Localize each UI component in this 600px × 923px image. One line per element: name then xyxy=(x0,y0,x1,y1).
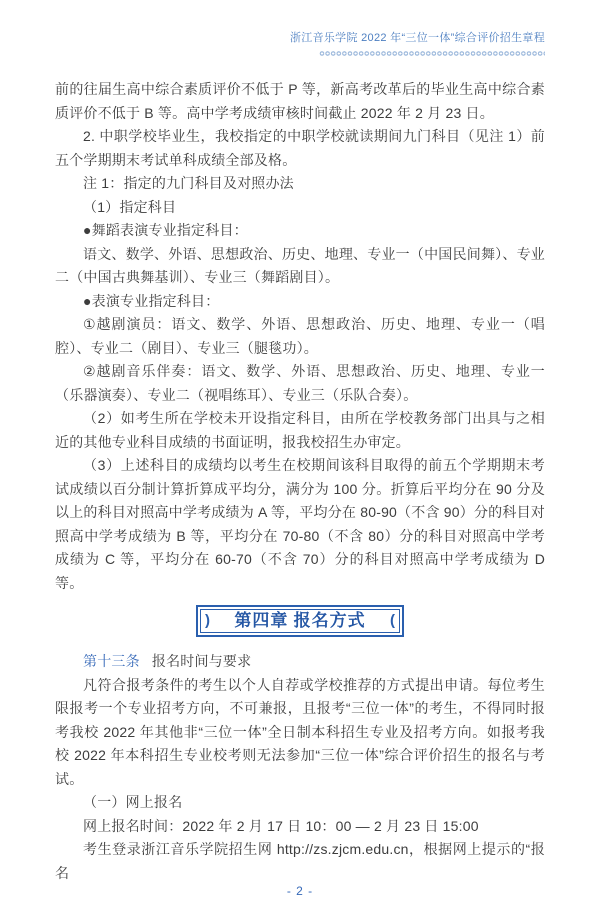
document-body xyxy=(55,78,545,885)
doc-paragraph-registration-time: 网上报名时间：2022 年 2 月 17 日 10：00 — 2 月 23 日 15:00 xyxy=(83,817,479,834)
doc-paragraph-website: 考生登录浙江音乐学院招生网 http://zs.zjcm.edu.cn，根据网上提示的“报名 xyxy=(55,841,545,881)
doc-paragraph: 语文、数学、外语、思想政治、历史、地理、专业一（中国民间舞）、专业二（中国古典舞基训）、专业三（舞蹈剧目）。 xyxy=(55,245,545,285)
article-number: 第十三条 xyxy=(83,653,140,669)
left-paren-ornament-icon: ) xyxy=(205,611,210,629)
doc-paragraph: （一）网上报名 xyxy=(83,794,183,810)
doc-paragraph: ②越剧音乐伴奏：语文、数学、外语、思想政治、历史、地理、专业一（乐器演奏）、专业二（视唱练耳）、专业三（乐队合奏）。 xyxy=(55,363,545,403)
doc-paragraph: 2. 中职学校毕业生，我校指定的中职学校就读期间九门科目（见注 1）前五个学期期末考试单科成绩全部及格。 xyxy=(55,128,545,168)
page-number: - 2 - xyxy=(286,884,314,898)
doc-paragraph-bullet: ●表演专业指定科目： xyxy=(83,292,220,309)
chapter-heading-box xyxy=(196,605,404,637)
running-header xyxy=(55,28,545,57)
running-header-title: 浙江音乐学院 2022 年“三位一体”综合评价招生章程 xyxy=(289,32,545,44)
doc-paragraph-bullet: ●舞蹈表演专业指定科目： xyxy=(83,222,248,238)
doc-paragraph: （2）如考生所在学校未开设指定科目，由所在学校教务部门出具与之相近的其他专业科目成绩的书面证明，报我校招生办审定。 xyxy=(55,410,545,450)
right-paren-ornament-icon: ( xyxy=(390,611,395,629)
doc-paragraph: ①越剧演员：语文、数学、外语、思想政治、历史、地理、专业一（唱腔）、专业二（剧目）、专业三（腿毯功）。 xyxy=(55,316,545,356)
chapter-title: 第四章 报名方式 xyxy=(234,611,366,630)
doc-paragraph: （3）上述科目的成绩均以考生在校期间该科目取得的前五个学期期末考试成绩以百分制计算折算成平均分，满分为 100 分。折算后平均分在 90 分及以上的科目对照高中学考成绩为 A 等，平均分在 80-90（不含 90）分的科目对照高中学考成绩为 B 等，平均分在 70-80（不含 80）分的科目对照高中学考成绩为 C 等，平均分在 60-70（不含 70）分的科目对照高中学考成绩为 D 等。 xyxy=(55,457,545,591)
doc-paragraph: 前的往届生高中综合素质评价不低于 P 等，新高考改革后的毕业生高中综合素质评价不低于 B 等。高中学考成绩审核时间截止 2022 年 2 月 23 日。 xyxy=(55,81,545,121)
chain-ornament-line xyxy=(319,50,545,57)
article-title: 报名时间与要求 xyxy=(151,653,252,669)
doc-paragraph: （1）指定科目 xyxy=(83,198,177,215)
doc-paragraph-note: 注 1：指定的九门科目及对照办法 xyxy=(83,175,294,191)
doc-paragraph: 凡符合报考条件的考生以个人自荐或学校推荐的方式提出申请。每位考生限报考一个专业招考方向，不可兼报，且报考“三位一体”的考生，不得同时报考我校 2022 年其他非“三位一体”全日制本科招生专业及招考方向。如报考我校 2022 年本科招生专业校考则无法参加“三位一体”综合评价招生的报名与考试。 xyxy=(55,676,545,787)
article-heading-line xyxy=(55,650,545,674)
chapter-heading-wrap xyxy=(55,605,545,637)
